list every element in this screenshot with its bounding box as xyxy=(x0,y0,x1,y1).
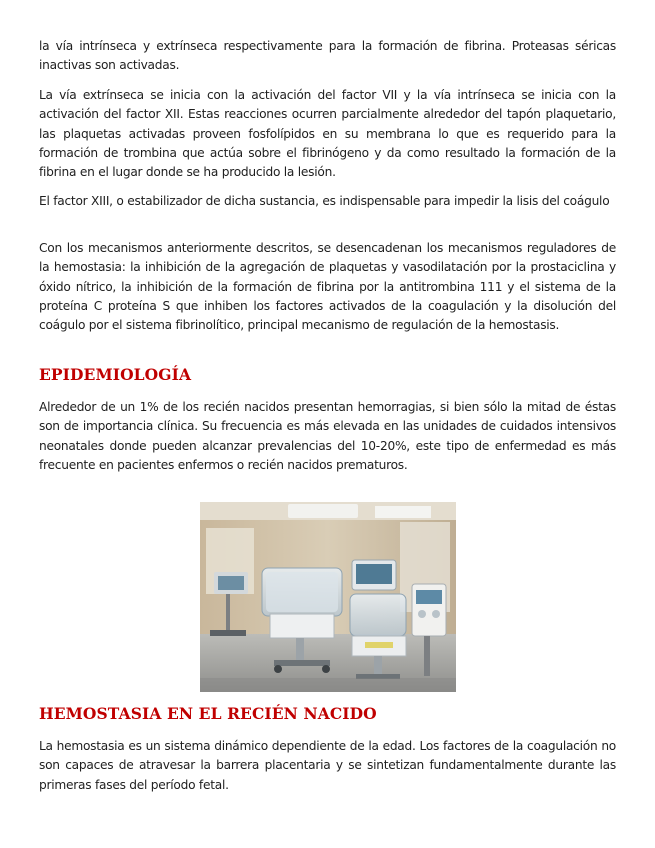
paragraph-newborn-hemostasis: La hemostasia es un sistema dinámico dependiente de la edad. Los factores de la coagulación no son capaces de atravesar la barrera placentaria y se sintetizan fundamentalmente durante las primeras fases del período fetal. xyxy=(39,739,616,792)
heading-hemostasia-recien-nacido: HEMOSTASIA EN EL RECIÉN NACIDO xyxy=(39,704,377,723)
heading-epidemiologia: EPIDEMIOLOGÍA xyxy=(39,365,192,384)
paragraph-regulatory-mechanisms: Con los mecanismos anteriormente descritos, se desencadenan los mecanismos reguladores de la hemostasia: la inhibición de la agregación de plaquetas y vasodilatación por la prostaciclina y óxido nítrico, la inhibición de la formación de fibrina por la antitrombina 111 y el sistema de la proteína C proteína S que inhiben los factores activados de la coagulación y la disolución del coágulo por el sistema fibrinolítico, principal mecanismo de regulación de la hemostasis. xyxy=(39,241,616,333)
paragraph-factor-xiii: El factor XIII, o estabilizador de dicha sustancia, es indispensable para impedir la lisis del coágulo xyxy=(39,194,610,208)
paragraph-coagulation-pathways: la vía intrínseca y extrínseca respectivamente para la formación de fibrina. Proteasas séricas inactivas son activadas. xyxy=(39,39,616,73)
nicu-incubators-photo xyxy=(200,502,456,692)
paragraph-extrinsic-intrinsic-activation: La vía extrínseca se inicia con la activación del factor VII y la vía intrínseca se inicia con la activación del factor XII. Estas reacciones ocurren parcialmente alrededor del tapón plaquetario, las plaquetas activadas proveen fosfolípidos en su membrana lo que es requerido para la formación de trombina que actúa sobre el fibrinógeno y da como resultado la formación de la fibrina en el lugar donde se ha producido la lesión. xyxy=(39,88,616,180)
paragraph-epidemiology: Alrededor de un 1% de los recién nacidos presentan hemorragias, si bien sólo la mitad de éstas son de importancia clínica. Su frecuencia es más elevada en las unidades de cuidados intensivos neonatales donde pueden alcanzar prevalencias del 10-20%, este tipo de enfermedad es más frecuente en pacientes enfermos o recién nacidos prematuros. xyxy=(39,400,616,472)
